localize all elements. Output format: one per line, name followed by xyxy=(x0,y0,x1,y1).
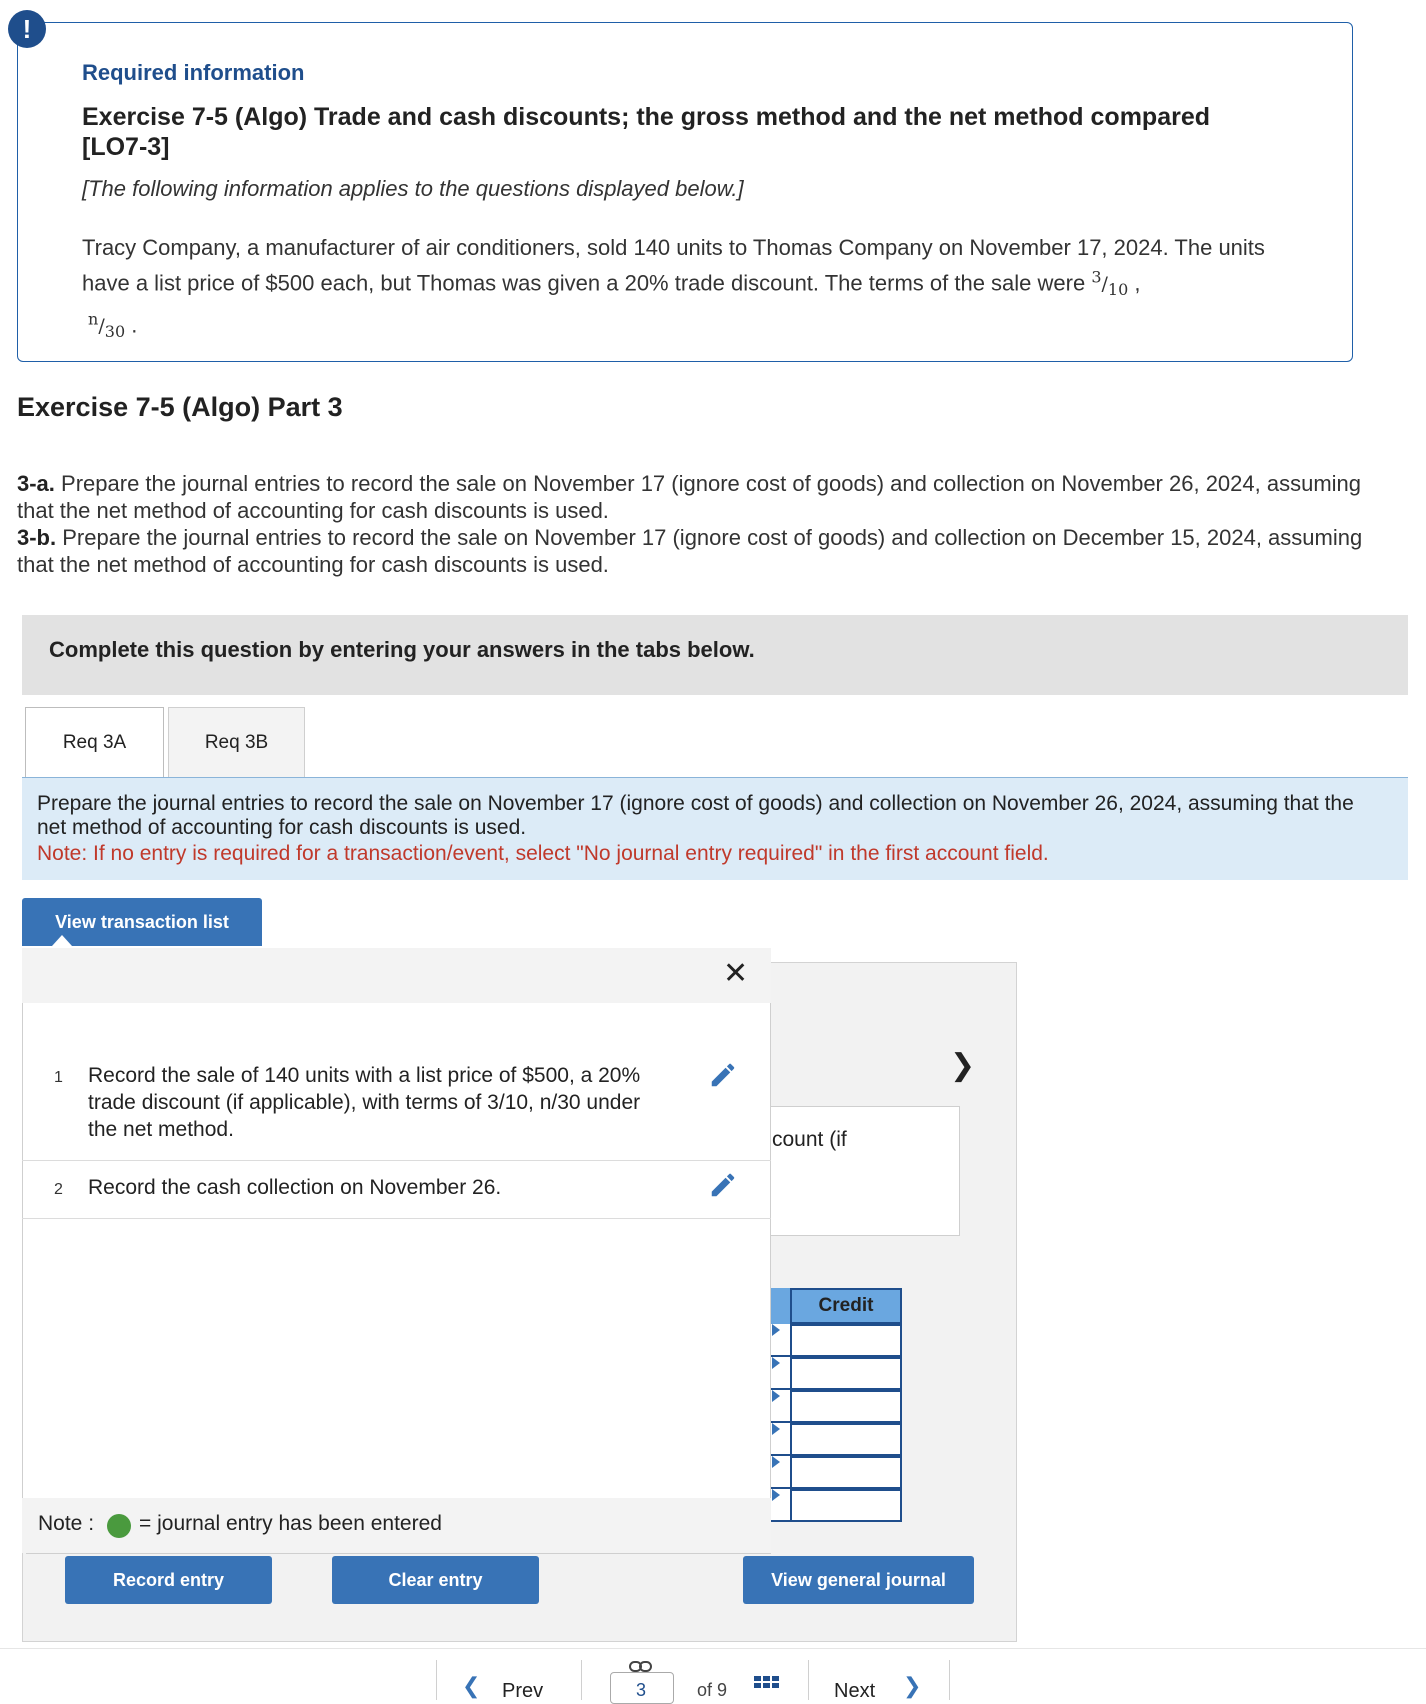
note-divider xyxy=(26,1553,771,1554)
next-button[interactable] xyxy=(808,1660,950,1700)
credit-cell[interactable] xyxy=(790,1456,902,1489)
tab-req-3b[interactable]: Req 3B xyxy=(168,707,305,777)
chevron-right-icon: ❯ xyxy=(903,1673,922,1698)
transaction-list-popup xyxy=(22,948,771,1553)
view-general-journal-button[interactable]: View general journal xyxy=(743,1556,974,1604)
prev-label: Prev xyxy=(502,1680,544,1702)
chevron-left-icon: ❮ xyxy=(462,1673,481,1698)
debit-cell[interactable] xyxy=(770,1489,790,1522)
scenario-text: Tracy Company, a manufacturer of air conditioners, sold 140 units to Thomas Company on November 17, 2024. The units have a list price of $500 each, but Thomas was given a 20% trade discount. The terms of the sale were $^3/_{10}$ , $^n/_{30}$ . xyxy=(82,235,1265,342)
debit-cell[interactable] xyxy=(770,1423,790,1456)
debit-cell[interactable] xyxy=(770,1390,790,1423)
instruction-3b: 3-b. Prepare the journal entries to record the sale on November 17 (ignore cost of goods) and collection on December 15, 2024, assuming that the net method of accounting for cash discounts is used. xyxy=(17,525,1363,577)
credit-cell[interactable] xyxy=(790,1357,902,1390)
transaction-number: 1 xyxy=(54,1069,63,1086)
credit-cell[interactable] xyxy=(790,1324,902,1357)
transaction-separator xyxy=(22,1160,771,1161)
transaction-description-box xyxy=(770,1106,960,1236)
bottom-nav-divider xyxy=(0,1648,1426,1649)
next-transaction-chevron-icon[interactable]: ❯ xyxy=(950,1049,976,1082)
transaction-separator xyxy=(22,1218,771,1219)
required-info-heading: Required information xyxy=(82,60,305,85)
transaction-text: Record the cash collection on November 26. xyxy=(88,1176,502,1199)
popup-caret xyxy=(52,935,72,946)
credit-cell[interactable] xyxy=(790,1390,902,1423)
credit-cell[interactable] xyxy=(790,1489,902,1522)
transaction-number: 2 xyxy=(54,1181,63,1198)
debit-cell[interactable] xyxy=(770,1324,790,1357)
transaction-list-header xyxy=(22,948,771,1003)
link-icon xyxy=(628,1660,654,1674)
alert-icon: ! xyxy=(8,10,46,48)
next-label: Next xyxy=(834,1680,876,1702)
prompt-text: Prepare the journal entries to record the sale on November 17 (ignore cost of goods) and collection on November 26, 2024, assuming that the net method of accounting for cash discounts is used. xyxy=(37,792,1354,839)
prompt-note: Note: If no entry is required for a transaction/event, select "No journal entry required" in the first account field. xyxy=(37,842,1049,865)
grid-icon[interactable] xyxy=(754,1676,780,1696)
record-entry-button[interactable]: Record entry xyxy=(65,1556,272,1604)
part-title: Exercise 7-5 (Algo) Part 3 xyxy=(17,392,343,422)
complete-banner-text: Complete this question by entering your answers in the tabs below. xyxy=(49,637,755,662)
scenario-body: Tracy Company, a manufacturer of air conditioners, sold 140 units to Thomas Company on November 17, 2024. The units have a list price of $500 each, but Thomas was given a 20% trade discount. The terms of the sale were xyxy=(82,235,1265,296)
terms-fraction-2: $^n/_{30}$ xyxy=(88,310,126,342)
part-instructions xyxy=(17,470,1397,578)
debit-header-edge xyxy=(770,1288,790,1324)
current-page-number: 3 xyxy=(636,1680,647,1700)
applies-note: [The following information applies to the questions displayed below.] xyxy=(82,176,744,201)
terms-fraction-1: $^3/_{10}$ xyxy=(1091,268,1129,300)
transaction-text: Record the sale of 140 units with a list price of $500, a 20% trade discount (if applicable), with terms of 3/10, n/30 under the net method. xyxy=(88,1064,641,1141)
view-transaction-list-button[interactable]: View transaction list xyxy=(22,898,262,946)
debit-cell[interactable] xyxy=(770,1357,790,1390)
credit-cell[interactable] xyxy=(790,1423,902,1456)
note-legend-text: = journal entry has been entered xyxy=(139,1512,442,1535)
exercise-title: Exercise 7-5 (Algo) Trade and cash discounts; the gross method and the net method compared [LO7-3] xyxy=(82,103,1211,161)
transaction-description-fragment: count (if xyxy=(772,1128,847,1151)
page-total: of 9 xyxy=(697,1680,728,1700)
debit-cell[interactable] xyxy=(770,1456,790,1489)
edit-pencil-icon[interactable] xyxy=(708,1060,738,1090)
note-label: Note : xyxy=(38,1512,95,1535)
edit-pencil-icon[interactable] xyxy=(708,1170,738,1200)
clear-entry-button[interactable]: Clear entry xyxy=(332,1556,539,1604)
credit-column-header: Credit xyxy=(790,1288,902,1324)
close-icon[interactable]: ✕ xyxy=(723,957,749,990)
entered-status-dot-icon xyxy=(107,1514,131,1538)
instruction-3a: 3-a. Prepare the journal entries to record the sale on November 17 (ignore cost of goods) and collection on November 26, 2024, assuming that the net method of accounting for cash discounts is used. xyxy=(17,471,1362,523)
tab-req-3a[interactable]: Req 3A xyxy=(25,707,164,777)
